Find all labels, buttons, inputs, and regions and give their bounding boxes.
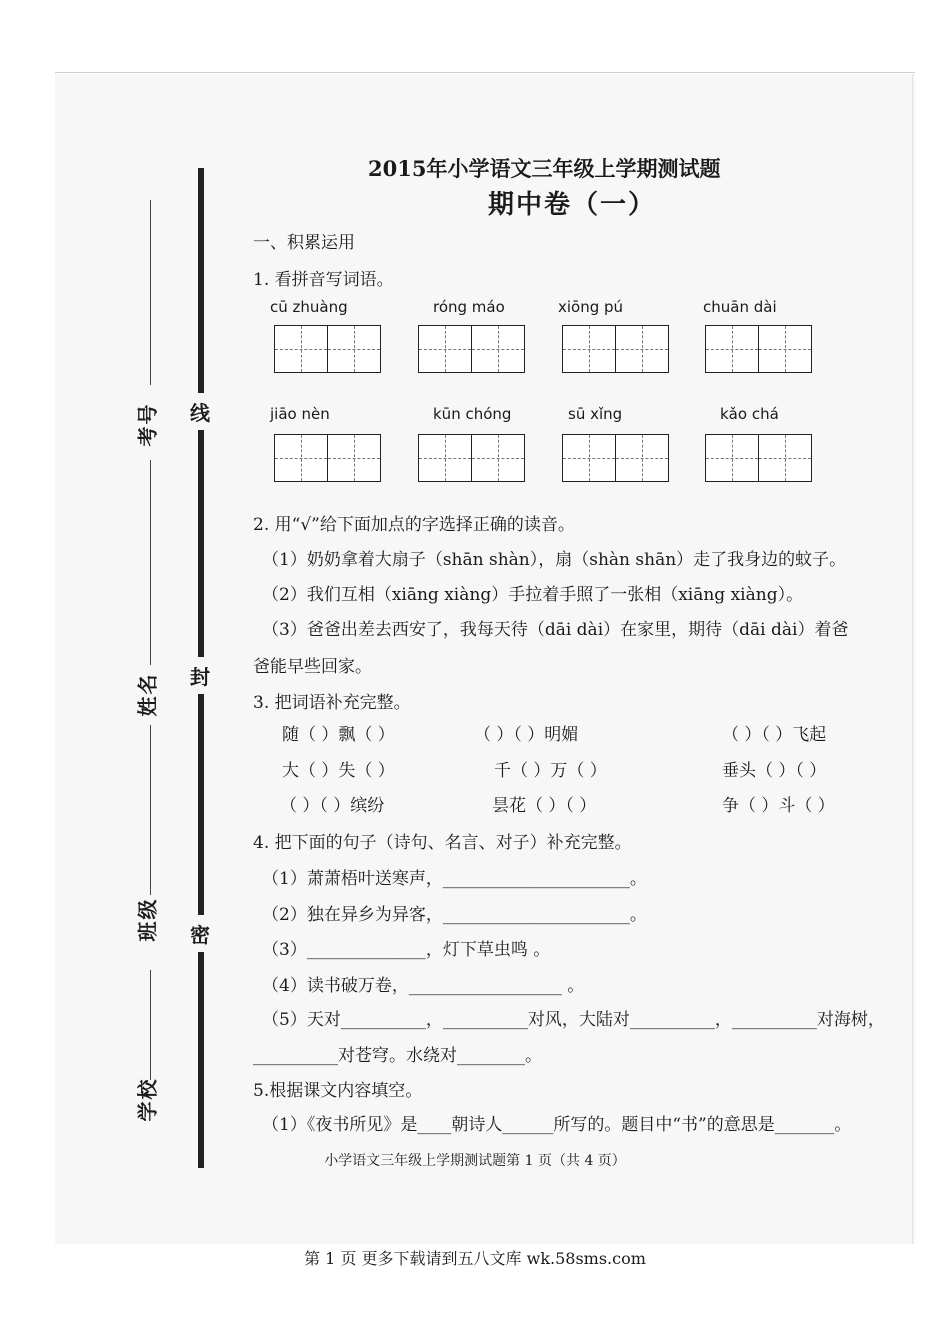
writing-box[interactable]	[562, 325, 616, 373]
q3-cell: 随（ ）飘（ ）	[282, 725, 395, 745]
pinyin-label: chuān dài	[703, 298, 777, 316]
writing-box[interactable]	[274, 325, 328, 373]
q3-cell: 垂头（ ）（ ）	[722, 761, 827, 781]
download-note: 第 1 页 更多下载请到五八文库 wk.58sms.com	[304, 1249, 646, 1268]
writing-box[interactable]	[471, 325, 525, 373]
binding-char-mi: 密	[190, 915, 210, 952]
page-footer: 小学语文三年级上学期测试题第 1 页（共 4 页）	[324, 1153, 626, 1169]
q1-prompt: 1. 看拼音写词语。	[253, 270, 394, 290]
writing-box[interactable]	[418, 325, 472, 373]
binding-char-feng: 封	[190, 657, 210, 694]
q3-cell: 千（ ）万（ ）	[494, 761, 607, 781]
q2-prompt: 2. 用“√”给下面加点的字选择正确的读音。	[253, 515, 575, 535]
pinyin-label: róng máo	[433, 298, 505, 316]
page-title: 2015年小学语文三年级上学期测试题	[368, 156, 721, 181]
q5-prompt: 5.根据课文内容填空。	[253, 1081, 423, 1101]
q3-cell: （ ）（ ）飞起	[722, 725, 827, 745]
q3-cell: 大（ ）失（ ）	[282, 761, 395, 781]
q4-item: （5）天对__________，__________对风，大陆对__________，__________对海树，	[262, 1010, 885, 1030]
page-edge	[912, 74, 913, 1244]
scanned-page	[55, 74, 915, 1244]
writing-box[interactable]	[615, 434, 669, 482]
q2-item: （3）爸爸出差去西安了，我每天待（dāi dài）在家里，期待（dāi dài）着爸	[262, 620, 849, 640]
top-rule	[55, 72, 915, 73]
writing-box[interactable]	[471, 434, 525, 482]
pinyin-label: sū xǐng	[568, 405, 623, 423]
writing-box[interactable]	[562, 434, 616, 482]
writing-box[interactable]	[615, 325, 669, 373]
q4-item: （3）______________，灯下草虫鸣 。	[262, 940, 551, 960]
page-subtitle: 期中卷（一）	[488, 190, 657, 220]
pinyin-label: kǎo chá	[720, 405, 779, 423]
pinyin-label: jiāo nèn	[270, 405, 330, 423]
q5-item: （1）《夜书所见》是____朝诗人______所写的。题目中“书”的意思是_______。	[262, 1115, 852, 1135]
section-heading: 一、积累运用	[253, 233, 355, 253]
banji-line	[150, 725, 151, 895]
q4-item-continued: __________对苍穹。水绕对________。	[253, 1046, 542, 1066]
q3-prompt: 3. 把词语补充完整。	[253, 693, 411, 713]
writing-box[interactable]	[758, 325, 812, 373]
q3-cell: 争（ ）斗（ ）	[722, 796, 835, 816]
q3-cell: （ ）（ ）缤纷	[280, 796, 385, 816]
writing-box[interactable]	[327, 434, 381, 482]
q4-item: （4）读书破万卷，__________________ 。	[262, 976, 585, 996]
writing-box[interactable]	[327, 325, 381, 373]
q2-item: （1）奶奶拿着大扇子（shān shàn），扇（shàn shān）走了我身边的蚊子。	[262, 550, 847, 570]
writing-box[interactable]	[274, 434, 328, 482]
q4-prompt: 4. 把下面的句子（诗句、名言、对子）补充完整。	[253, 833, 632, 853]
xingming-label: 姓名	[135, 672, 160, 717]
xuexiao-line	[150, 970, 151, 1080]
banji-label: 班级	[135, 897, 160, 942]
writing-box[interactable]	[758, 434, 812, 482]
writing-box[interactable]	[418, 434, 472, 482]
xuexiao-label: 学校	[135, 1077, 160, 1122]
pinyin-label: xiōng pú	[558, 298, 624, 316]
kaohao-label: 考号	[135, 402, 160, 447]
q2-item-continued: 爸能早些回家。	[253, 657, 372, 677]
xingming-line	[150, 460, 151, 665]
q4-item: （2）独在异乡为异客，______________________。	[262, 905, 647, 925]
q4-item: （1）萧萧梧叶送寒声，______________________。	[262, 869, 647, 889]
writing-box[interactable]	[705, 325, 759, 373]
binding-char-xian: 线	[190, 393, 210, 430]
pinyin-label: cū zhuàng	[270, 298, 348, 316]
writing-box[interactable]	[705, 434, 759, 482]
q2-item: （2）我们互相（xiāng xiàng）手拉着手照了一张相（xiāng xiàng）。	[262, 585, 804, 605]
q3-cell: 昙花（ ）（ ）	[492, 796, 597, 816]
q3-cell: （ ）（ ）明媚	[474, 725, 579, 745]
kaohao-line	[150, 200, 151, 385]
pinyin-label: kūn chóng	[433, 405, 512, 423]
